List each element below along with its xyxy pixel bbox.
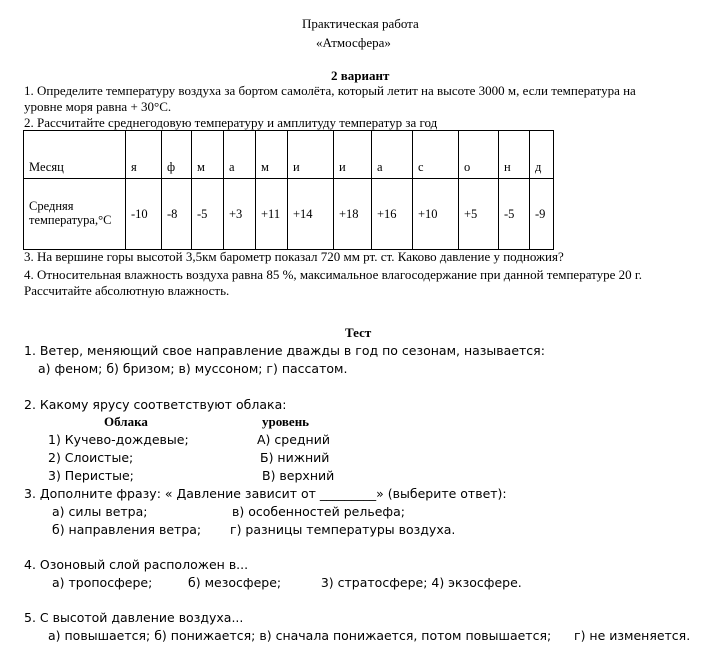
test-q2-cloud-item: 2) Слоистые; — [48, 450, 134, 465]
table-cell-value: +11 — [256, 179, 288, 250]
table-cell-month: ф — [162, 131, 192, 179]
table-cell-value: +18 — [334, 179, 372, 250]
table-cell-month: я — [126, 131, 162, 179]
test-q5-last-option: г) не изменяется. — [574, 628, 691, 643]
table-cell-month: а — [372, 131, 413, 179]
table-cell-month: а — [224, 131, 256, 179]
test-q4-options: а) тропосфере; б) мезосфере; 3) стратосфере; 4) экзосфере. — [52, 575, 522, 590]
test-q2: 2. Какому ярусу соответствуют облака: — [24, 397, 287, 412]
test-q3-option-b: б) направления ветра; — [52, 522, 202, 537]
practical-q1-line2: уровне моря равна + 30°С. — [24, 99, 172, 114]
test-q2-head-clouds: Облака — [104, 414, 148, 429]
test-q2-cloud-item: 1) Кучево-дождевые; — [48, 432, 189, 447]
table-row-temperatures — [24, 179, 554, 250]
test-q1-options: а) феном; б) бризом; в) муссоном; г) пассатом. — [38, 361, 348, 376]
table-cell-month: н — [499, 131, 530, 179]
temp-label-text: Средняя температура,°С — [29, 198, 112, 227]
test-title: Тест — [345, 325, 372, 340]
test-q2-level-item: А) средний — [257, 432, 330, 447]
table-cell-month: м — [256, 131, 288, 179]
table-cell-month: и — [334, 131, 372, 179]
table-cell-value: -8 — [162, 179, 192, 250]
test-q5: 5. С высотой давление воздуха... — [24, 610, 244, 625]
table-cell-value: -5 — [499, 179, 530, 250]
practical-q3: 3. На вершине горы высотой 3,5км барометр показал 720 мм рт. ст. Каково давление у подножия? — [24, 249, 564, 264]
practical-q2: 2. Рассчитайте среднегодовую температуру и амплитуду температур за год — [24, 115, 438, 130]
practical-q4-line1: 4. Относительная влажность воздуха равна 85 %, максимальное влагосодержание при данной температуре 20 г. — [24, 267, 643, 282]
test-q3-option-v: в) особенностей рельефа; — [232, 504, 405, 519]
page-subtitle: «Атмосфера» — [316, 35, 391, 50]
table-cell-value: +14 — [288, 179, 334, 250]
test-q5-options: а) повышается; б) понижается; в) сначала понижается, потом повышается; — [48, 628, 552, 643]
test-q3-option-a: а) силы ветра; — [52, 504, 148, 519]
practical-q1-line1: 1. Определите температуру воздуха за бортом самолёта, который летит на высоте 3000 м, если температура на — [24, 83, 636, 98]
table-cell-value: +16 — [372, 179, 413, 250]
table-cell-month: и — [288, 131, 334, 179]
table-cell-month: о — [459, 131, 499, 179]
test-q2-head-level: уровень — [262, 414, 310, 429]
table-row-months — [24, 131, 554, 179]
practical-q4-line2: Рассчитайте абсолютную влажность. — [24, 283, 230, 298]
table-cell-temp-label — [24, 179, 126, 250]
table-cell-value: -5 — [192, 179, 224, 250]
test-q3-option-g: г) разницы температуры воздуха. — [230, 522, 456, 537]
test-q3: 3. Дополните фразу: « Давление зависит от _________» (выберите ответ): — [24, 486, 507, 501]
page-title: Практическая работа — [302, 16, 419, 31]
temperature-table — [23, 130, 554, 250]
table-cell-value: +3 — [224, 179, 256, 250]
table-cell-month: м — [192, 131, 224, 179]
test-q1: 1. Ветер, меняющий свое направление дважды в год по сезонам, называется: — [24, 343, 545, 358]
table-cell-value: +5 — [459, 179, 499, 250]
test-q2-cloud-item: 3) Перистые; — [48, 468, 134, 483]
table-cell-value: -10 — [126, 179, 162, 250]
test-q2-level-item: В) верхний — [262, 468, 335, 483]
table-cell-month: с — [413, 131, 459, 179]
table-cell-value: -9 — [530, 179, 554, 250]
table-cell-month-label: Месяц — [24, 131, 126, 179]
table-cell-month: д — [530, 131, 554, 179]
test-q4: 4. Озоновый слой расположен в... — [24, 557, 249, 572]
variant-label: 2 вариант — [331, 68, 390, 83]
test-q2-level-item: Б) нижний — [260, 450, 330, 465]
table-cell-value: +10 — [413, 179, 459, 250]
